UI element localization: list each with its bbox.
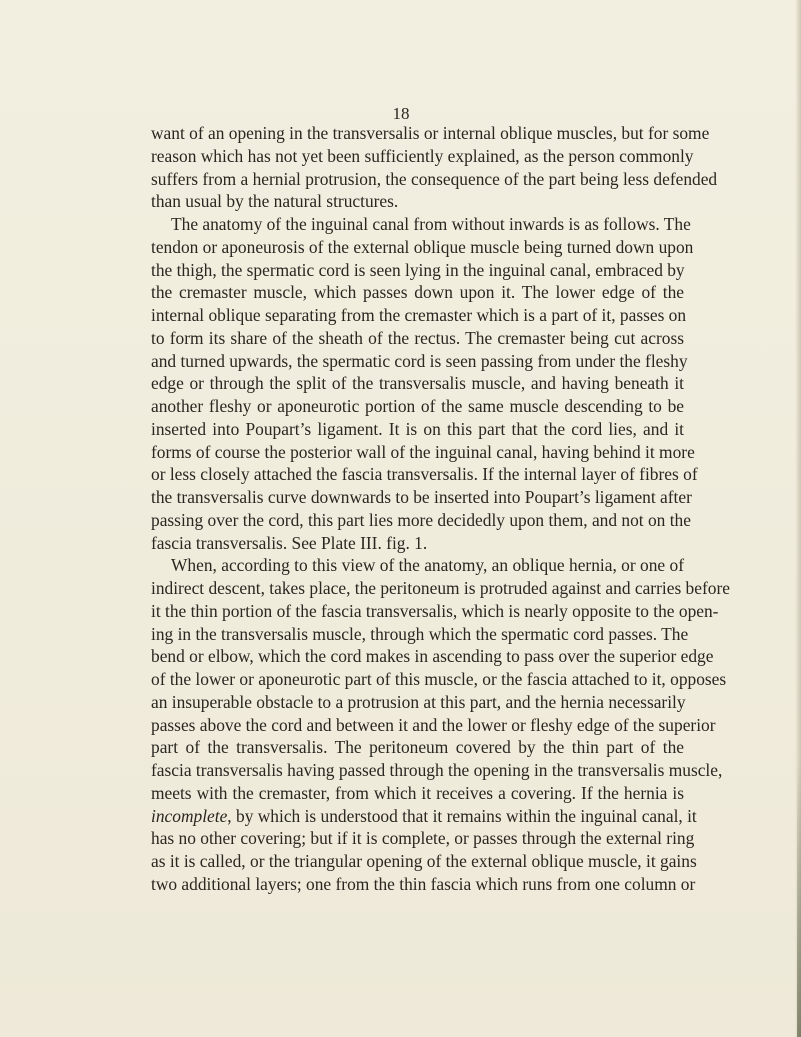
italic-term: incomplete — [151, 805, 228, 826]
paragraph — [151, 554, 730, 895]
text-line: fascia transversalis having passed through the opening in the transversalis muscle, — [151, 760, 723, 780]
text-line: meets with the cremaster, from which it receives a covering. If the hernia is — [151, 782, 684, 803]
text-line: as it is called, or the triangular opening of the external oblique muscle, it gains — [151, 851, 697, 871]
text-line: reason which has not yet been sufficiently explained, as the person commonly — [151, 145, 694, 166]
text-line: inserted into Poupart’s ligament. It is on this part that the cord lies, and it — [151, 418, 684, 439]
text-line: it the thin portion of the fascia transversalis, which is nearly opposite to the open- — [151, 600, 719, 621]
text-line: The anatomy of the inguinal canal from without inwards is as follows. The — [171, 214, 691, 234]
text-line: to form its share of the sheath of the rectus. The cremaster being cut across — [151, 327, 684, 348]
page-number: 18 — [392, 104, 410, 123]
paragraph — [151, 122, 718, 213]
text-line: than usual by the natural structures. — [151, 191, 399, 212]
text-line — [151, 805, 697, 828]
text-line: fascia transversalis. See Plate III. fig. 1. — [151, 532, 428, 553]
text-line: ing in the transversalis muscle, through which the spermatic cord passes. The — [151, 623, 689, 644]
text-line: passes above the cord and between it and the lower or fleshy edge of the superior — [151, 714, 716, 735]
text-line: two additional layers; one from the thin fascia which runs from one column or — [151, 873, 696, 894]
text-line: or less closely attached the fascia transversalis. If the internal layer of fibres of — [151, 464, 698, 485]
text-line: tendon or aponeurosis of the external oblique muscle being turned down upon — [151, 236, 694, 257]
text-line: internal oblique separating from the cremaster which is a part of it, passes on — [151, 305, 687, 325]
text-line: bend or elbow, which the cord makes in ascending to pass over the superior edge — [151, 646, 714, 667]
text-line: edge or through the split of the transversalis muscle, and having beneath it — [151, 373, 684, 394]
text-line: suffers from a hernial protrusion, the consequence of the part being less defended — [151, 168, 718, 189]
text-line: part of the transversalis. The peritoneum covered by the thin part of the — [151, 737, 684, 758]
text-line: has no other covering; but if it is complete, or passes through the external ring — [151, 828, 695, 849]
text-line: passing over the cord, this part lies more decidedly upon them, and not on the — [151, 509, 691, 530]
text-line: the cremaster muscle, which passes down upon it. The lower edge of the — [151, 282, 684, 303]
text-line: want of an opening in the transversalis or internal oblique muscles, but for some — [151, 123, 710, 143]
text-line: another fleshy or aponeurotic portion of the same muscle descending to be — [151, 396, 684, 416]
text-line: an insuperable obstacle to a protrusion at this part, and the hernia necessarily — [151, 691, 686, 712]
text-line: the thigh, the spermatic cord is seen lying in the inguinal canal, embraced by — [151, 259, 685, 280]
text-line: indirect descent, takes place, the peritoneum is protruded against and carries before — [151, 578, 730, 598]
body-text — [151, 122, 730, 896]
text-line: the transversalis curve downwards to be inserted into Poupart’s ligament after — [151, 487, 692, 507]
text-line: When, according to this view of the anatomy, an oblique hernia, or one of — [171, 555, 684, 576]
text-segment: , by which is understood that it remains within the inguinal canal, it — [227, 805, 697, 826]
page-edge-stain — [797, 760, 801, 1037]
text-line: forms of course the posterior wall of the inguinal canal, having behind it more — [151, 441, 695, 462]
text-line: of the lower or aponeurotic part of this muscle, or the fascia attached to it, opposes — [151, 669, 727, 689]
text-line: and turned upwards, the spermatic cord is seen passing from under the fleshy — [151, 350, 688, 371]
paragraph — [151, 213, 698, 554]
